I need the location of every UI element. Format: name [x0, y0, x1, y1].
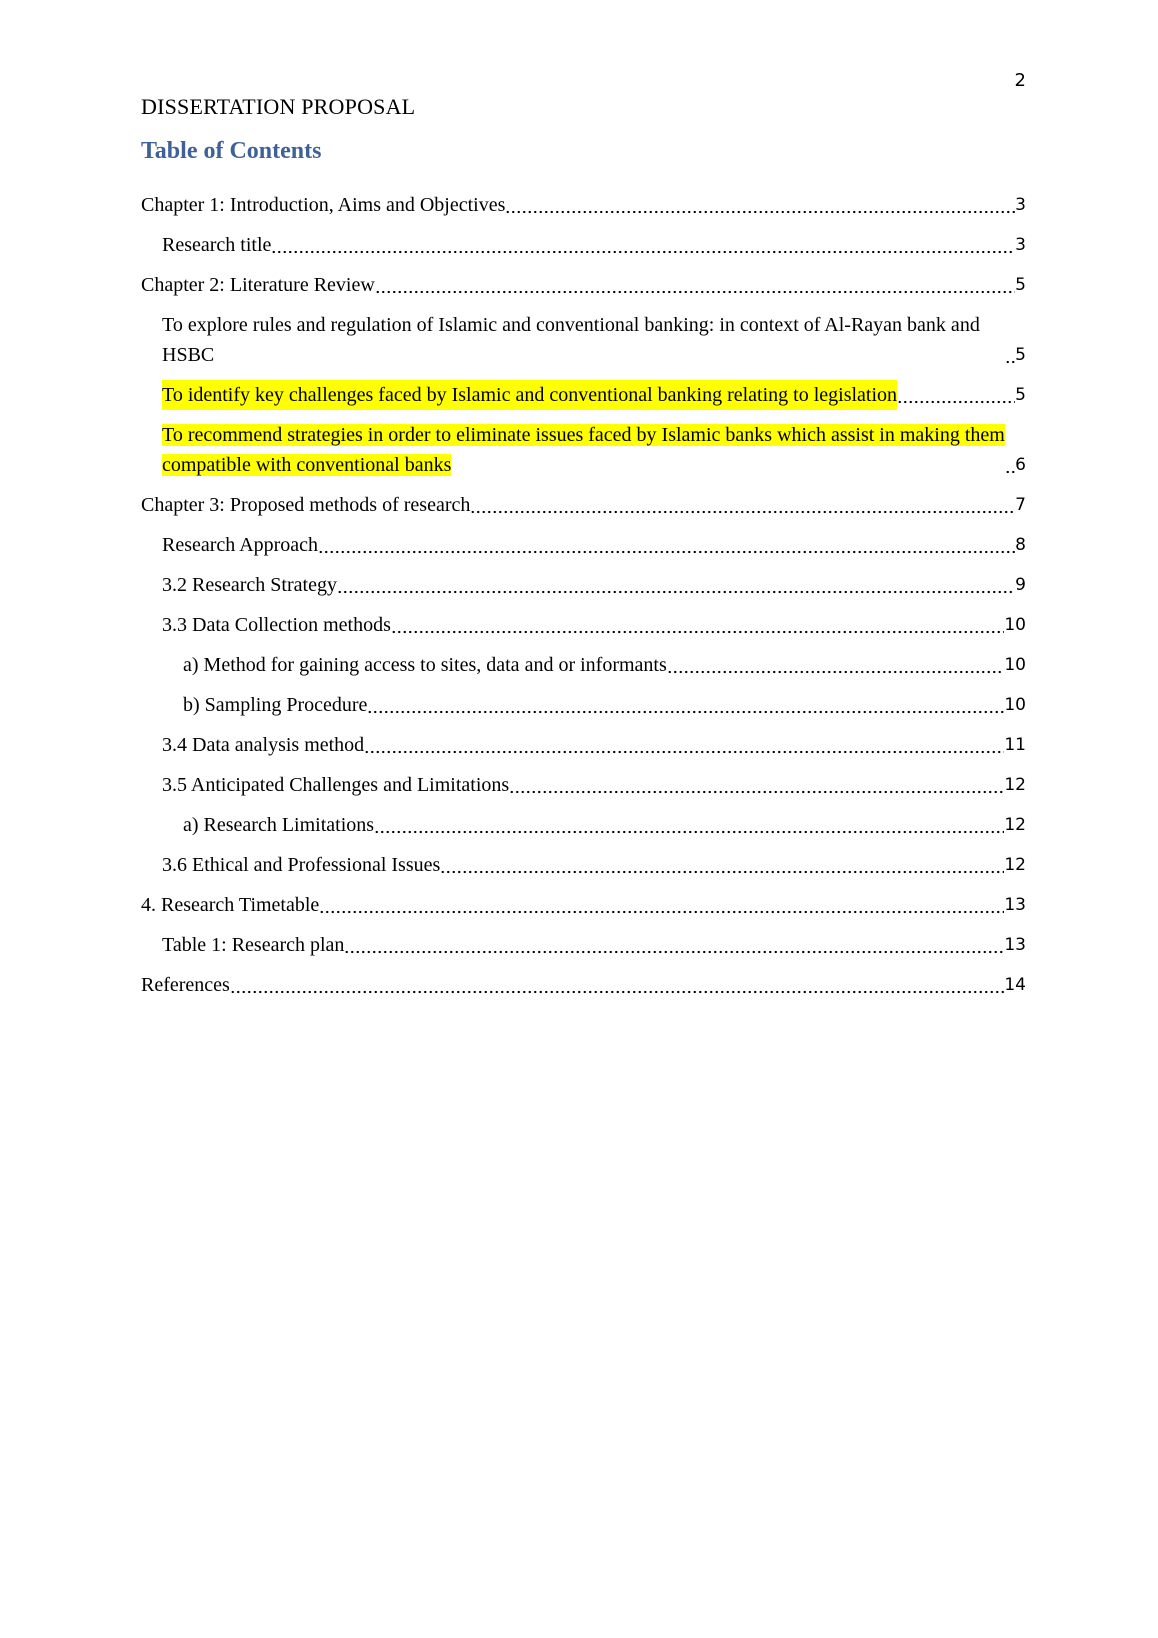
- toc-entry-text: Research title: [162, 234, 272, 256]
- toc-entry-text: 3.4 Data analysis method: [162, 734, 365, 756]
- toc-entry-text: Chapter 1: Introduction, Aims and Objectives: [141, 194, 506, 216]
- dot-leader: [344, 930, 1004, 954]
- toc-entry-text: Chapter 3: Proposed methods of research: [141, 494, 471, 516]
- dot-leader: [337, 570, 1015, 594]
- toc-entry-text: Chapter 2: Literature Review: [141, 274, 375, 296]
- dot-leader: [505, 190, 1015, 214]
- toc-entry-research-approach[interactable]: [141, 530, 1026, 560]
- toc-entry-ethical-issues[interactable]: [141, 850, 1026, 880]
- toc-entry-text: Table 1: Research plan: [162, 934, 345, 956]
- dot-leader: [440, 850, 1004, 874]
- toc-entry-text: Research Approach: [162, 534, 319, 556]
- toc-entry-page: 12: [1004, 815, 1026, 835]
- dot-leader: [470, 490, 1015, 514]
- dot-leader: [391, 610, 1005, 634]
- toc-entry-research-strategy[interactable]: [141, 570, 1026, 600]
- toc-entry-page: 14: [1004, 975, 1026, 995]
- toc-entry-text: 3.5 Anticipated Challenges and Limitations: [162, 774, 510, 796]
- toc-entry-page: 7: [1015, 495, 1026, 515]
- toc-entry-page: 13: [1004, 935, 1026, 955]
- toc-entry-page: 3: [1015, 195, 1026, 215]
- dot-leader: [319, 890, 1004, 914]
- dot-leader: [364, 730, 1004, 754]
- toc-entry-page: 3: [1015, 235, 1026, 255]
- dot-leader: [271, 230, 1015, 254]
- dot-leader: [897, 380, 1015, 404]
- dot-leader: [367, 690, 1004, 714]
- toc-entry-sampling-procedure[interactable]: [141, 690, 1026, 720]
- dot-leader: [667, 650, 1005, 674]
- toc-entry-page: 12: [1004, 775, 1026, 795]
- toc-entry-chapter-2[interactable]: [141, 270, 1026, 300]
- toc-entry-text: 3.2 Research Strategy: [162, 574, 337, 596]
- toc-entry-text: b) Sampling Procedure: [183, 694, 368, 716]
- dot-leader: [230, 970, 1005, 994]
- toc-entry-text: a) Method for gaining access to sites, data and or informants: [183, 654, 667, 676]
- toc-entry-text-highlighted: To identify key challenges faced by Islamic and conventional banking relating to legislation: [162, 380, 897, 410]
- toc-entry-text: 4. Research Timetable: [141, 894, 320, 916]
- toc-entry-text: 3.6 Ethical and Professional Issues: [162, 854, 441, 876]
- toc-entry-research-title[interactable]: [141, 230, 1026, 260]
- toc-entry-data-analysis[interactable]: [141, 730, 1026, 760]
- toc-entry-explore-rules[interactable]: [141, 310, 1026, 370]
- toc-entry-gaining-access[interactable]: [141, 650, 1026, 680]
- toc-entry-page: 12: [1004, 855, 1026, 875]
- toc-entry-anticipated-challenges[interactable]: [141, 770, 1026, 800]
- toc-entry-chapter-3[interactable]: [141, 490, 1026, 520]
- toc-entry-text: To explore rules and regulation of Islamic and conventional banking: in context of Al-Rayan bank and HSBC: [162, 314, 980, 366]
- toc-entry-text: a) Research Limitations: [183, 814, 375, 836]
- toc-entry-research-plan[interactable]: [141, 930, 1026, 960]
- dot-leader: [374, 810, 1004, 834]
- toc-entry-text: 3.3 Data Collection methods: [162, 614, 391, 636]
- dot-leader: [1005, 450, 1015, 474]
- toc-entry-research-timetable[interactable]: [141, 890, 1026, 920]
- toc-entry-page: 5: [1015, 385, 1026, 405]
- toc-entry-page: 9: [1015, 575, 1026, 595]
- dot-leader: [375, 270, 1015, 294]
- toc-entry-page: 5: [1015, 275, 1026, 295]
- toc-title: Table of Contents: [141, 138, 322, 164]
- toc-entry-page: 11: [1004, 735, 1026, 755]
- dot-leader: [318, 530, 1015, 554]
- toc-entry-page: 13: [1004, 895, 1026, 915]
- page-number: 2: [1014, 70, 1026, 91]
- toc-entry-references[interactable]: [141, 970, 1026, 1000]
- toc-entry-chapter-1[interactable]: [141, 190, 1026, 220]
- toc-entry-text: [162, 420, 1005, 480]
- toc-entry-research-limitations[interactable]: [141, 810, 1026, 840]
- toc-entry-recommend-strategies[interactable]: [141, 420, 1026, 480]
- toc-entry-data-collection[interactable]: [141, 610, 1026, 640]
- running-head: DISSERTATION PROPOSAL: [141, 94, 416, 119]
- toc-entry-page: 10: [1004, 615, 1026, 635]
- toc-entry-text: References: [141, 974, 230, 996]
- toc-entry-page: 5: [1015, 345, 1026, 365]
- toc-entry-page: 10: [1004, 655, 1026, 675]
- toc-entry-identify-challenges[interactable]: [141, 380, 1026, 410]
- toc-entry-page: 8: [1015, 535, 1026, 555]
- dot-leader: [1005, 340, 1015, 364]
- toc-entry-text-highlighted: To recommend strategies in order to eliminate issues faced by Islamic banks which assist in making them compatible with conventional banks: [162, 424, 1005, 476]
- toc-entry-page: 6: [1015, 455, 1026, 475]
- table-of-contents: [141, 190, 1026, 1010]
- toc-entry-page: 10: [1004, 695, 1026, 715]
- dot-leader: [509, 770, 1004, 794]
